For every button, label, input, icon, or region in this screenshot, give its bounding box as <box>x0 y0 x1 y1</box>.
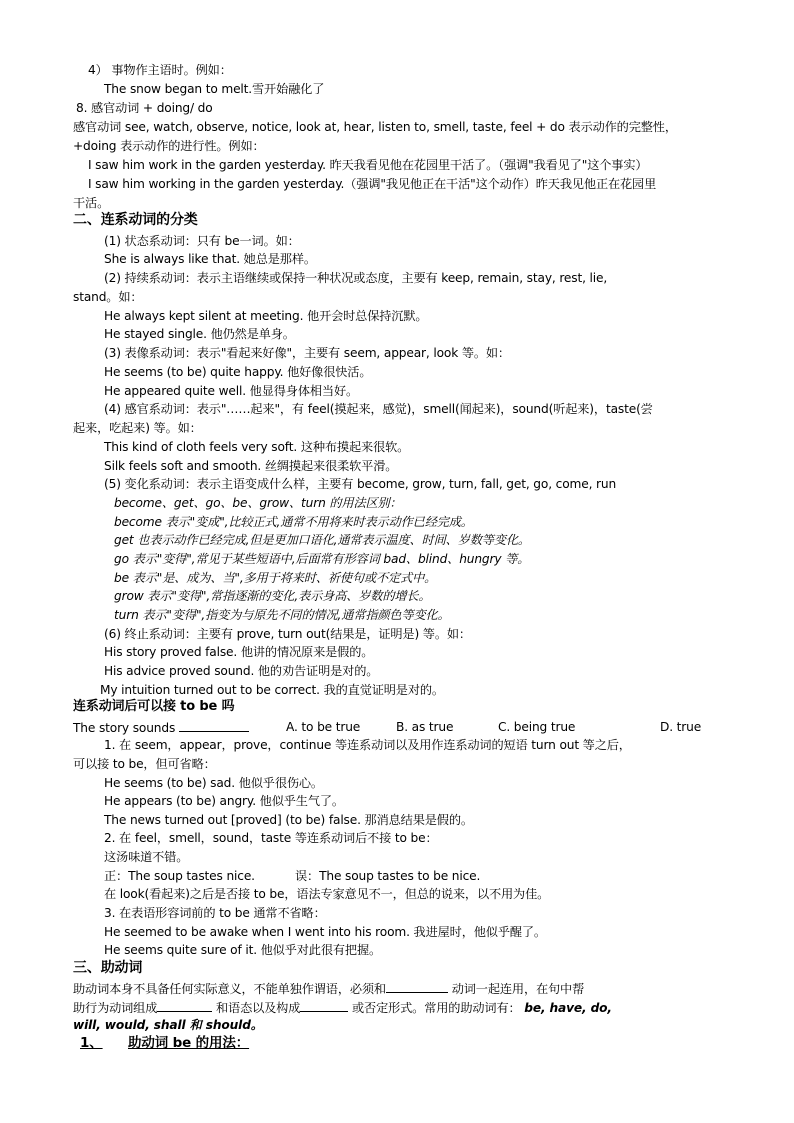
usage-note: go 表示"变得",常见于某些短语中,后面常有形容词 bad、blind、hungry 等。 <box>114 552 530 566</box>
text-segment: 和语态以及构成 <box>216 1001 301 1015</box>
example-sentence: 这汤味道不错。 <box>104 850 189 864</box>
subsection-number <box>80 1035 111 1052</box>
example-sentence: The snow began to melt.雪开始融化了 <box>104 82 325 96</box>
fill-blank <box>157 999 212 1012</box>
example-sentence: His story proved false. 他讲的情况原来是假的。 <box>104 645 374 659</box>
paragraph-line <box>73 980 584 998</box>
subsection-heading: 助动词 be 的用法： <box>128 1035 250 1051</box>
answer-blank <box>179 719 249 732</box>
text-segment: 助动词本身不具备任何实际意义，不能单独作谓语，必须和 <box>73 982 386 996</box>
example-sentence: The news turned out [proved] (to be) false. 那消息结果是假的。 <box>104 813 473 827</box>
example-sentence: My intuition turned out to be correct. 我的直觉证明是对的。 <box>100 683 444 697</box>
example-sentence: His advice proved sound. 他的劝告证明是对的。 <box>104 664 379 678</box>
paragraph-line: 可以接 to be，但可省略： <box>73 757 216 771</box>
list-item: (4) 感官系动词：表示"……起来"，有 feel(摸起来，感觉)，smell(闻起来)，sound(听起来)，taste(尝 <box>104 402 653 416</box>
text-segment: 助行为动词组成 <box>73 1001 158 1015</box>
option-c: C. being true <box>498 720 576 734</box>
text-segment: 或否定形式。常用的助动词有： <box>352 1001 521 1015</box>
text-segment: 1、 <box>80 1035 103 1051</box>
list-item: (1) 状态系动词：只有 be一词。如： <box>104 234 300 248</box>
section-heading: 三、助动词 <box>73 960 143 976</box>
text-segment: be, have, do, <box>524 1001 612 1015</box>
example-sentence: He seems quite sure of it. 他似乎对此很有把握。 <box>104 943 382 957</box>
list-item: (5) 变化系动词：表示主语变成什么样，主要有 become, grow, turn, fall, get, go, come, run <box>104 477 617 491</box>
example-sentence: He always kept silent at meeting. 他开会时总保持沉默。 <box>104 309 428 323</box>
section-item: 8. 感官动词 + doing/ do <box>76 101 213 115</box>
paragraph-line: 起来，吃起来) 等。如： <box>73 421 202 435</box>
paragraph-line: 在 look(看起来)之后是否接 to be，语法专家意见不一，但总的说来，以不用为佳。 <box>104 887 550 901</box>
example-sentence: He seems (to be) quite happy. 他好像很快活。 <box>104 365 372 379</box>
paragraph-line: 感官动词 see, watch, observe, notice, look at, hear, listen to, smell, taste, feel + do 表示动作的完整性， <box>73 120 677 134</box>
question-stem <box>73 719 249 737</box>
fill-blank <box>300 999 348 1012</box>
paragraph-line <box>73 999 612 1017</box>
usage-note: turn 表示"变得",指变为与原先不同的情况,通常指颜色等变化。 <box>114 608 450 622</box>
list-item: (2) 持续系动词：表示主语继续或保持一种状况或态度，主要有 keep, remain, stay, rest, lie, <box>104 271 608 285</box>
list-item: (3) 表像系动词：表示"看起来好像"，主要有 seem, appear, look 等。如： <box>104 346 510 360</box>
example-sentence: Silk feels soft and smooth. 丝绸摸起来很柔软平滑。 <box>104 459 398 473</box>
fill-blank <box>386 980 448 993</box>
list-item: 4） 事物作主语时。例如： <box>88 63 232 77</box>
option-d: D. true <box>660 720 702 734</box>
example-correct: 正：The soup tastes nice. <box>104 869 255 883</box>
usage-note: become、get、go、be、grow、turn 的用法区别： <box>114 496 402 510</box>
rule-item: 1. 在 seem，appear，prove，continue 等连系动词以及用作连系动词的短语 turn out 等之后， <box>104 738 631 752</box>
subsection-heading: 连系动词后可以接 to be 吗 <box>73 699 235 714</box>
paragraph-line: stand。如： <box>73 290 143 304</box>
example-sentence: He stayed single. 他仍然是单身。 <box>104 327 295 341</box>
usage-note: become 表示"变成",比较正式,通常不用将来时表示动作已经完成。 <box>114 515 473 529</box>
usage-note: get 也表示动作已经完成,但是更加口语化,通常表示温度、时间、岁数等变化。 <box>114 533 530 547</box>
example-sentence: I saw him work in the garden yesterday. 昨天我看见他在花园里干活了。（强调"我看见了"这个事实） <box>88 158 648 172</box>
paragraph-line: 干活。 <box>73 196 110 210</box>
list-item: (6) 终止系动词：主要有 prove, turn out(结果是，证明是) 等。如： <box>104 627 471 641</box>
example-sentence: She is always like that. 她总是那样。 <box>104 252 316 266</box>
example-sentence: I saw him working in the garden yesterday.（强调"我见他正在干活"这个动作）昨天我见他正在花园里 <box>88 177 657 191</box>
rule-item: 3. 在表语形容词前的 to be 通常不省略： <box>104 906 326 920</box>
example-sentence: He appears (to be) angry. 他似乎生气了。 <box>104 794 344 808</box>
option-b: B. as true <box>396 720 454 734</box>
section-heading: 二、连系动词的分类 <box>73 212 198 228</box>
text-segment: 动词一起连用，在句中帮 <box>451 982 585 996</box>
usage-note: be 表示"是、成为、当",多用于将来时、祈使句或不定式中。 <box>114 571 437 585</box>
paragraph-line: will, would, shall 和 should。 <box>73 1018 263 1032</box>
example-sentence: This kind of cloth feels very soft. 这种布摸起来很软。 <box>104 440 410 454</box>
usage-note: grow 表示"变得",常指逐渐的变化,表示身高、岁数的增长。 <box>114 589 431 603</box>
option-a: A. to be true <box>286 720 361 734</box>
example-wrong: 误：The soup tastes to be nice. <box>295 869 481 883</box>
example-sentence: He seemed to be awake when I went into his room. 我进屋时，他似乎醒了。 <box>104 925 546 939</box>
paragraph-line: +doing 表示动作的进行性。例如： <box>73 139 265 153</box>
question-text: The story sounds <box>73 721 176 735</box>
rule-item: 2. 在 feel，smell，sound，taste 等连系动词后不接 to be： <box>104 831 438 845</box>
example-sentence: He seems (to be) sad. 他似乎很伤心。 <box>104 776 323 790</box>
example-sentence: He appeared quite well. 他显得身体相当好。 <box>104 384 359 398</box>
